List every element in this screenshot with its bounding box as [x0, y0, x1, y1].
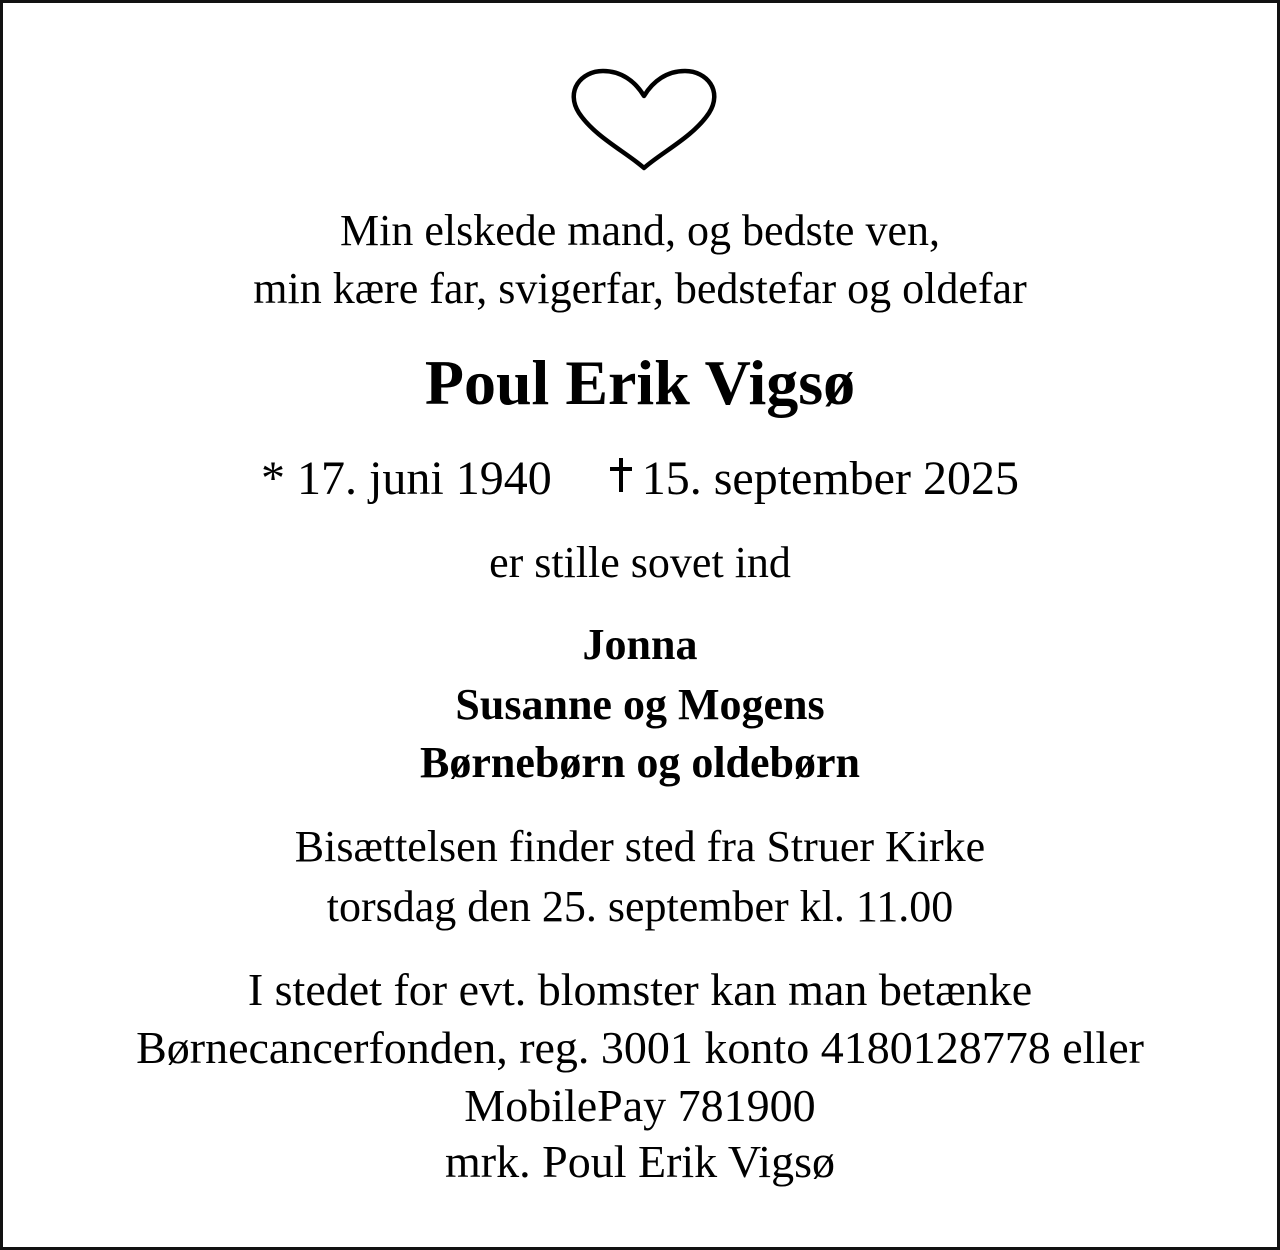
death-date: 15. september 2025 [641, 452, 1019, 505]
donation-line-1: I stedet for evt. blomster kan man betænke [247, 964, 1033, 1015]
birth-date: * 17. juni 1940 [261, 452, 552, 505]
passing-text: er stille sovet ind [489, 538, 791, 587]
intro-line-2: min kære far, svigerfar, bedstefar og oldefar [253, 264, 1027, 313]
heart-icon [571, 67, 717, 173]
cross-icon [610, 458, 632, 492]
mourner-line: Susanne og Mogens [455, 680, 825, 729]
funeral-location: Bisættelsen finder sted fra Struer Kirke [294, 822, 986, 871]
donation-line-4: mrk. Poul Erik Vigsø [445, 1136, 835, 1187]
mourner-line: Børnebørn og oldebørn [419, 738, 861, 787]
funeral-datetime: torsdag den 25. september kl. 11.00 [326, 882, 954, 931]
donation-line-3: MobilePay 781900 [464, 1080, 816, 1131]
donation-line-2: Børnecancerfonden, reg. 3001 konto 4180128778 eller [136, 1022, 1144, 1073]
life-dates [3, 452, 1277, 505]
deceased-name: Poul Erik Vigsø [424, 347, 856, 418]
mourner-line: Jonna [582, 620, 698, 669]
intro-line-1: Min elskede mand, og bedste ven, [340, 206, 940, 255]
